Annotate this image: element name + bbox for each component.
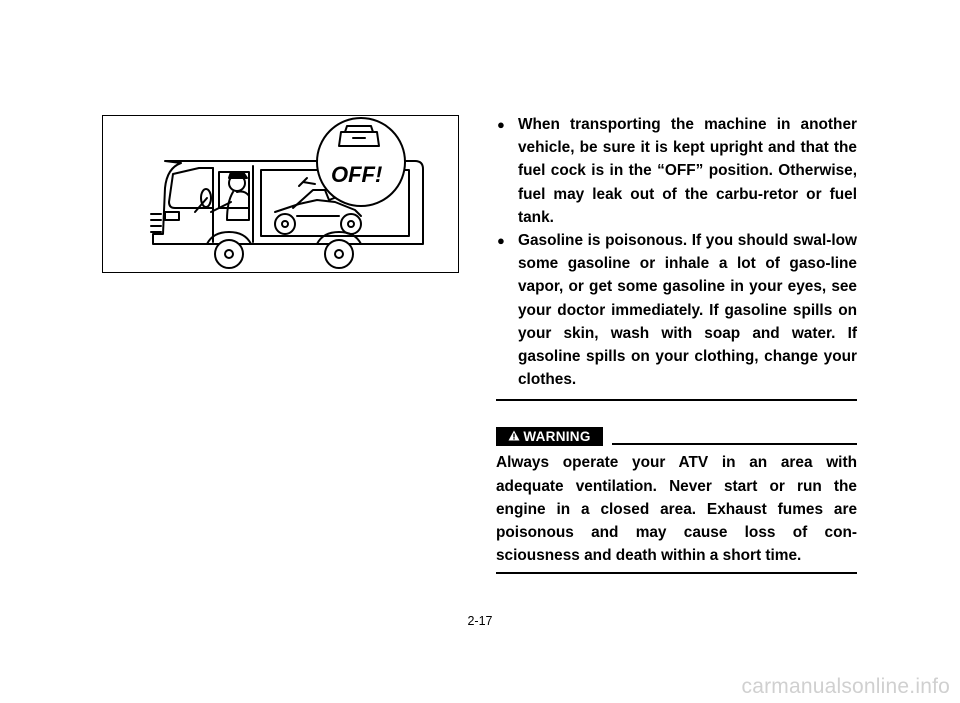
warning-badge (496, 427, 603, 446)
warning-label: WARNING (523, 429, 591, 445)
van-transporting-atv-illustration (103, 116, 459, 273)
bullet-dot-icon: ● (497, 117, 505, 132)
warning-text: Always operate your ATV in an area with adequate ventilation. Never start or run the engine in a closed area. Exhaust fumes are poisonous and may cause loss of con-sciousness and death within a short time. (496, 454, 857, 565)
watermark: carmanualsonline.info (741, 675, 950, 698)
off-callout-text: OFF! (331, 162, 383, 187)
bullet-dot-icon: ● (497, 233, 505, 249)
warning-header (496, 424, 857, 446)
text-column (496, 113, 857, 574)
divider (496, 399, 857, 401)
warning-triangle-icon (508, 429, 520, 444)
bullet-item (496, 229, 857, 391)
bullet-text: Gasoline is poisonous. If you should swal-low some gasoline or inhale a lot of gaso-line vapor, or get some gasoline in your eyes, see your doctor immediately. If gasoline spills on your skin, wash with soap and water. If gasoline spills on your clothing, change your clothes. (518, 232, 857, 389)
bullet-item (496, 113, 857, 229)
divider (496, 572, 857, 574)
van-atv-illustration (102, 115, 459, 273)
bullet-text: When transporting the machine in another vehicle, be sure it is kept upright and that the fuel cock is in the “OFF” position. Otherwise, fuel may leak out of the carbu-retor or fuel tank. (518, 116, 857, 226)
warning-header-line (612, 443, 857, 445)
page-number: 2-17 (467, 614, 493, 628)
